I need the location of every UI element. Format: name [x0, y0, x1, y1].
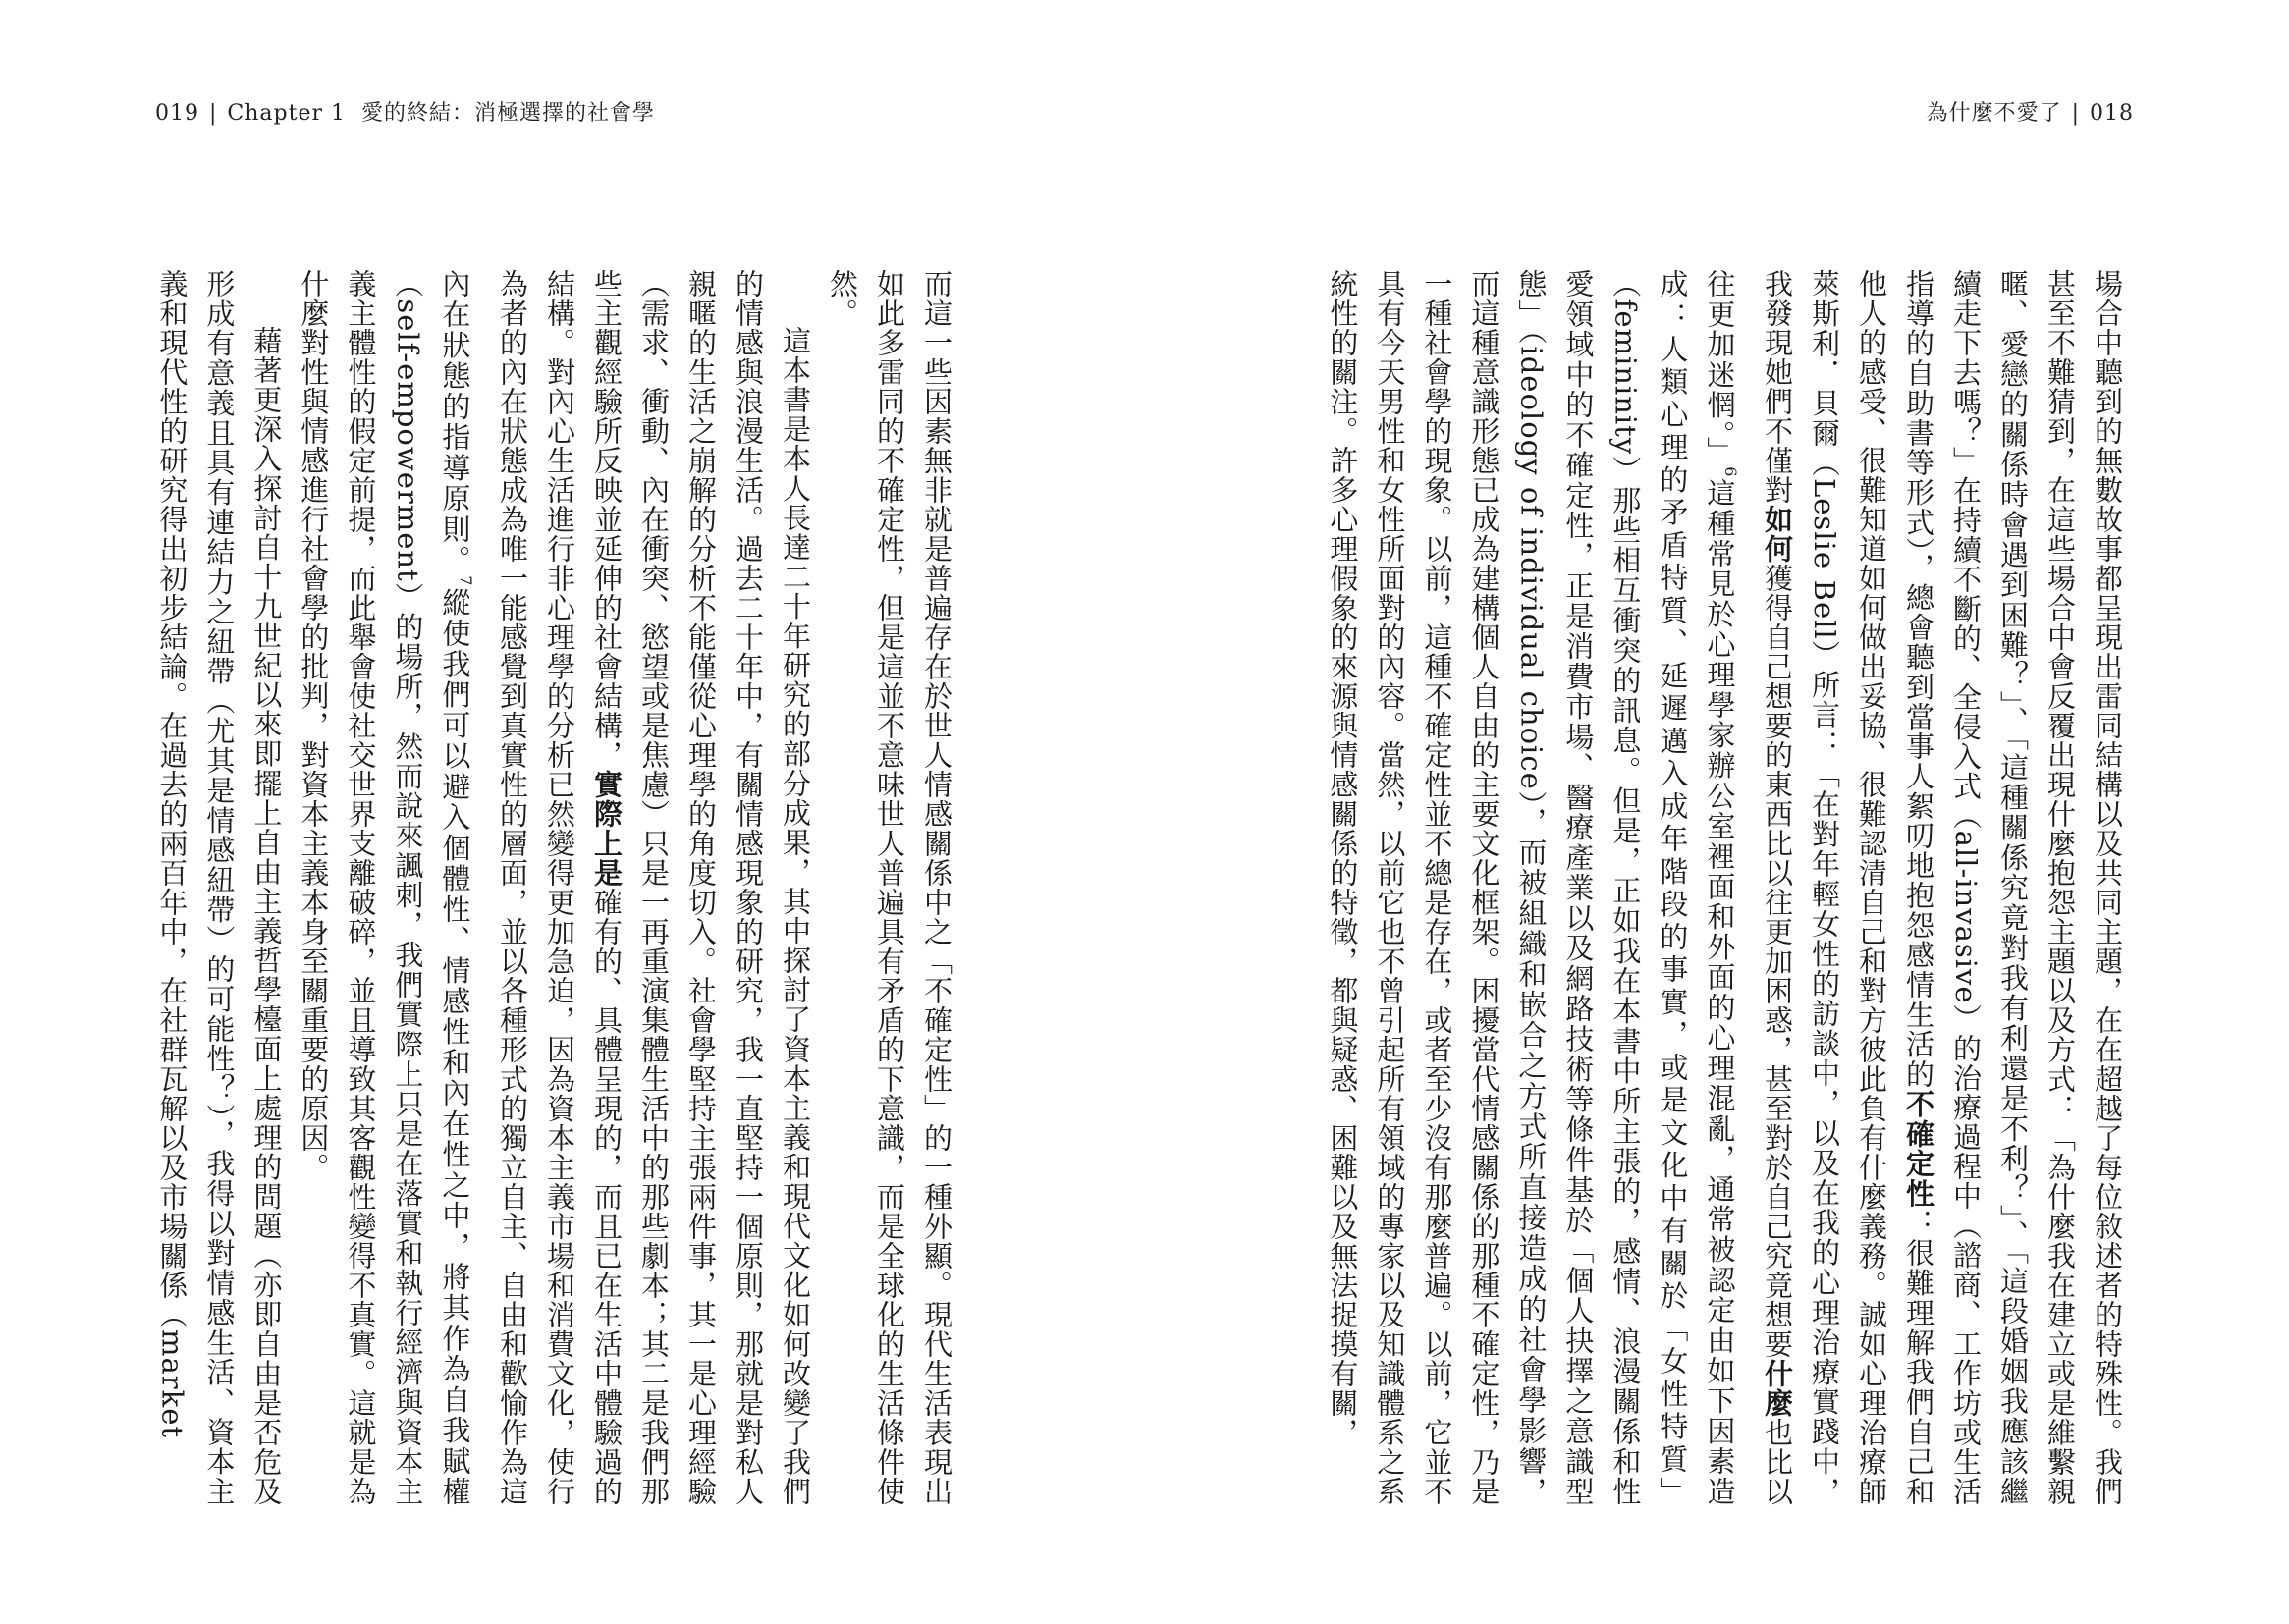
bold-text: 如何: [1761, 505, 1794, 564]
text-run: 這本書是本人長達二十年研究的部分成果，其中探討了資本主義和現代文化如何改變了我們的情感與浪漫生活。過去二十年中，有關情感現象的研究，我一直堅持一個原則，那就是對私人親暱的生活之崩解的分析不能僅從心理學的角度切入。社會學堅持主張兩件事，其一是心理經驗（需求、衝動、內在衝突、慾望或是焦慮）只是一再重演集體生活中的那些劇本；其二是我們那些主觀經驗所反映並延伸的社會結構，: [590, 269, 812, 1506]
bold-text: 什麼: [1761, 1359, 1794, 1418]
text-run: ：很難理解我們自己和他人的感受、很難知道如何做出妥協、很難認清自己和對方彼此負有什麼義務。誠如心理治療師萊斯利．貝爾（Leslie Bell）所言：「在對年輕女性的訪談中，以及在我的心理治療實踐中，我發現她們不僅對: [1761, 269, 1935, 1507]
paragraph: [290, 269, 819, 1506]
text-run: 場合中聽到的無數故事都呈現出雷同結構以及共同主題，在在超越了每位敘述者的特殊性。我們甚至不難猜到，在這些場合中會反覆出現什麼抱怨主題以及方式：「為什麼我在建立或是維繫親暱、愛戀的關係時會遇到困難？」、「這種關係究竟對我有利還是不利？」、「這段婚姻我應該繼續走下去嗎？」在持續不斷的、全侵入式（all-invasive）的治療過程中（諮商、工作坊或生活指導的自助書等形式），總會聽到當事人絮叨地抱怨感情生活的: [1902, 269, 2124, 1506]
bold-text: 不確定性: [1902, 1089, 1935, 1209]
right-running-head: [1927, 96, 2134, 127]
book-title: 為什麼不愛了: [1926, 101, 2062, 126]
right-page-body: [1326, 269, 2131, 1507]
footnote-marker[interactable]: 6: [1721, 466, 1740, 478]
header-separator: |: [2071, 101, 2080, 126]
left-running-head: [155, 96, 655, 127]
left-page-number: 019: [155, 101, 199, 126]
text-run: 這種常見於心理學家辦公室裡面和外面的心理混亂，通常被認定由如下因素造成：人類心理的矛盾特質、延遲邁入成年階段的事實，或是文化中有關於「女性特質」（femininity）那些相互衝突的訊息。但是，正如我在本書中所主張的，感情、浪漫關係和性愛領域中的不確定性，正是消費市場、醫療產業以及網路技術等條件基於「個人抉擇之意識型態」（ideology of individual choice），而被組織和嵌合之方式所直接造成的社會學影響，而這種意識形態已成為建構個人自由的主要文化框架。困擾當代情感關係的那種不確定性，乃是一種社會學的現象。以前，這種不確定性並不總是存在，或者至少沒有那麼普遍。以前，它並不具有今天男性和女性所面對的內容。當然，以前它也不曾引起所有領域的專家以及知識體系之系統性的關注。許多心理假象的來源與情感關係的特徵，都與疑惑、困難以及無法捉摸有關，: [1326, 269, 1737, 1506]
text-run: 獲得自己想要的東西比以往更加困惑，甚至對於自己究竟想要: [1761, 564, 1794, 1359]
text-run: 縱使我們可以避入個體性、情感性和內在性之中，將其作為自我賦權（self-empowerment）的場所，然而說來諷刺，我們實際上只是在落實和執行經濟與資本主義主體性的假定前提，而此舉會使社交世界支離破碎，並且導致其客觀性變得不真實。這就是為什麼對性與情感進行社會學的批判，對資本主義本身至關重要的原因。: [297, 269, 472, 1507]
paragraph: 藉著更深入探討自十九世紀以來即擺上自由主義哲學檯面上處理的問題（亦即自由是否危及形成有意義且具有連結力之紐帶（尤其是情感紐帶）的可能性？），我得以對情感生活、資本主義和現代性的研究得出初步結論。在過去的兩百年中，在社群瓦解以及市場關係（market: [155, 269, 284, 1506]
text-run: 確有的、具體呈現的，而且已在生活中體驗過的結構。對內心生活進行非心理學的分析已然變得更加急迫，因為資本主義市場和消費文化，使行為者的內在狀態成為唯一能感覺到真實性的層面，並以各種形式的獨立自主、自由和歡愉作為這內在狀態的指導原則。: [438, 269, 624, 1506]
paragraph: [1319, 269, 2131, 1506]
bold-text: 實際上是: [590, 770, 624, 888]
left-page-body: [155, 269, 960, 1506]
chapter-title: 愛的終結：消極選擇的社會學: [361, 101, 656, 126]
text-run: 也比以往更加迷惘。」: [1703, 269, 1794, 1506]
chapter-label: Chapter 1: [227, 101, 346, 126]
paragraph: 而這一些因素無非就是普遍存在於世人情感關係中之「不確定性」的一種外顯。現代生活表現出如此多雷同的不確定性，但是這並不意味世人普遍具有矛盾的下意識，而是全球化的生活條件使然。: [826, 269, 954, 1506]
header-separator: |: [209, 101, 218, 126]
footnote-marker[interactable]: 7: [457, 575, 475, 587]
right-page-number: 018: [2090, 101, 2134, 126]
